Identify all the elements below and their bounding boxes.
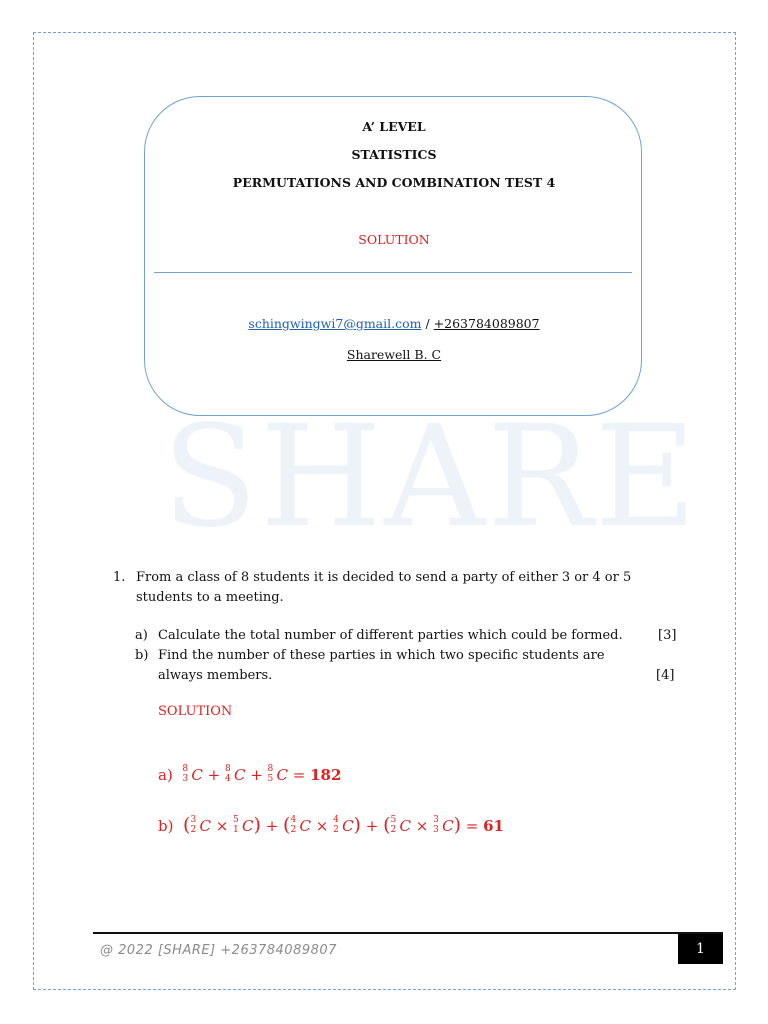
question-1 <box>113 568 683 608</box>
title-box <box>144 96 642 416</box>
part-a-label: a) <box>135 628 148 643</box>
footer-rule <box>93 932 723 934</box>
part-a-marks: [3] <box>658 628 677 643</box>
question-number: 1. <box>113 570 126 585</box>
solution-label: SOLUTION <box>158 704 233 719</box>
part-a-text: Calculate the total number of different parties which could be formed. <box>158 628 623 643</box>
part-b-marks: [4] <box>656 668 675 683</box>
test-title: PERMUTATIONS AND COMBINATION TEST 4 <box>232 175 556 190</box>
email-link[interactable]: schingwingwi7@gmail.com <box>248 316 422 331</box>
answer-a-result: 182 <box>310 766 342 784</box>
subject-heading: STATISTICS <box>351 147 437 162</box>
answer-b-result: 61 <box>483 817 504 835</box>
part-b-text: Find the number of these parties in which two specific students are always members. <box>158 648 605 683</box>
part-b-label: b) <box>135 648 149 663</box>
phone-link[interactable]: +263784089807 <box>433 316 540 331</box>
footer-copyright: @ 2022 [SHARE] +263784089807 <box>100 943 337 958</box>
solution-heading: SOLUTION <box>358 232 430 247</box>
level-heading: A’ LEVEL <box>362 119 426 134</box>
answer-b: b) ( 3 2 C × 5 1 C) + ( 4 2 C × 4 2 C) + ( 5 2 C × 3 3 C) = 61 <box>158 814 504 836</box>
answer-b-label: b) <box>158 817 174 835</box>
answer-a: a) 8 3 C + 8 4 C + 8 5 C = 182 <box>158 764 342 784</box>
contact-line <box>145 316 643 331</box>
question-text: From a class of 8 students it is decided to send a party of either 3 or 4 or 5 students to a meeting. <box>136 570 632 605</box>
title-divider <box>154 272 632 273</box>
author-name: Sharewell B. C <box>346 347 442 362</box>
answer-a-label: a) <box>158 766 173 784</box>
contact-separator: / <box>425 316 430 331</box>
watermark: SHARE <box>162 396 699 559</box>
page-number: 1 <box>678 934 723 964</box>
